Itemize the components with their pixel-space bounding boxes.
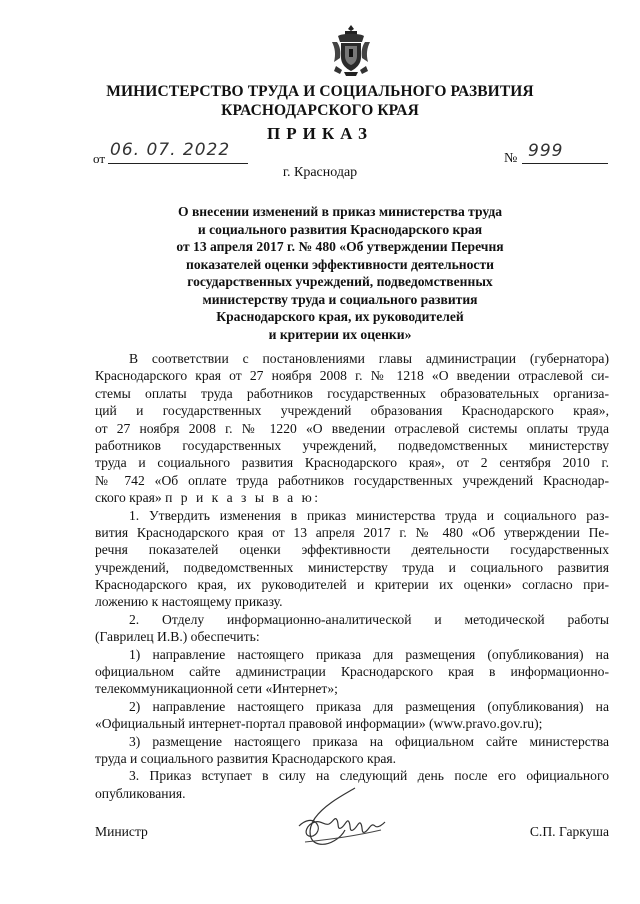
number-underline bbox=[522, 163, 608, 164]
handwritten-signature bbox=[285, 784, 395, 854]
ministry-name-line1: МИНИСТЕРСТВО ТРУДА И СОЦИАЛЬНОГО РАЗВИТИЯ bbox=[106, 83, 534, 100]
title-line: от 13 апреля 2017 г. № 480 «Об утверждении Перечня bbox=[176, 239, 504, 254]
title-line: показателей оценки эффективности деятельности bbox=[186, 256, 494, 272]
city-label: г. Краснодар bbox=[282, 165, 358, 180]
title-line: государственных учреждений, подведомственных bbox=[187, 274, 493, 289]
number-prefix: № bbox=[504, 151, 518, 166]
body-line: учреждений, подведомственных министерству труда и социального развития bbox=[95, 559, 609, 575]
body-line: 3. Приказ вступает в силу на следующий день после его официального bbox=[129, 768, 609, 784]
title-line: и социального развития Краснодарского края bbox=[197, 221, 483, 237]
body-line: Краснодарского края от 27 ноября 2008 г. № 1218 «О введении отраслевой си- bbox=[95, 368, 609, 384]
body-line: № 742 «Об оплате труда работников государственных учреждений Краснодар- bbox=[95, 472, 609, 488]
document-type-title: ПРИКАЗ bbox=[267, 124, 373, 143]
body-line: 2) направление настоящего приказа для размещения (опубликования) на bbox=[129, 698, 609, 714]
body-line: «Официальный интернет-портал правовой информации» (www.pravo.gov.ru); bbox=[95, 716, 543, 732]
document-date: 06. 07. 2022 bbox=[110, 140, 231, 160]
body-line: (Гаврилец И.В.) обеспечить: bbox=[95, 629, 260, 645]
body-line: труда и социального развития Краснодарского края. bbox=[95, 750, 397, 766]
order-word: п р и к а з ы в а ю: bbox=[165, 490, 321, 506]
body-line: ций и государственных учреждений образования Краснодарского края», bbox=[95, 403, 609, 419]
date-underline bbox=[108, 163, 248, 164]
signer-position: Министр bbox=[95, 824, 148, 839]
body-line: вития Краснодарского края от 13 апреля 2017 г. № 480 «Об утверждении Пе- bbox=[95, 524, 609, 540]
coat-of-arms-icon bbox=[328, 22, 374, 78]
body-line: В соответствии с постановлениями главы администрации (губернатора) bbox=[129, 351, 609, 366]
body-line: официальном сайте администрации Краснодарского края в информационно- bbox=[95, 664, 609, 680]
body-line: стемы оплаты труда работников государственных образовательных организа- bbox=[95, 385, 609, 401]
body-line: телекоммуникационной сети «Интернет»; bbox=[95, 681, 338, 697]
body-line: работников государственных учреждений, подведомственных министерству bbox=[95, 437, 609, 453]
body-line-with-order bbox=[95, 489, 609, 506]
document-body bbox=[95, 350, 609, 802]
document-title bbox=[150, 203, 530, 343]
body-line: 1. Утвердить изменения в приказ министерства труда и социального раз- bbox=[129, 507, 609, 523]
ministry-name-line2: КРАСНОДАРСКОГО КРАЯ bbox=[221, 102, 419, 119]
title-line: О внесении изменений в приказ министерства труда bbox=[177, 204, 503, 219]
title-line: министерству труда и социального развития bbox=[202, 291, 478, 307]
title-line: и критерии их оценки» bbox=[268, 326, 412, 342]
body-line: 3) размещение настоящего приказа на официальном сайте министерства bbox=[129, 733, 609, 749]
body-line: ложению к настоящему приказу. bbox=[95, 594, 283, 610]
body-line: ского края» bbox=[95, 490, 162, 506]
title-line: Краснодарского края, их руководителей bbox=[216, 309, 464, 324]
document-number: 999 bbox=[528, 141, 564, 161]
body-line: от 27 ноября 2008 г. № 1220 «О введении отраслевой системы оплаты труда bbox=[95, 420, 609, 436]
signer-name: С.П. Гаркуша bbox=[529, 824, 609, 839]
body-line: 2. Отделу информационно-аналитической и методической работы bbox=[129, 611, 609, 627]
body-line: 1) направление настоящего приказа для размещения (опубликования) на bbox=[129, 646, 609, 662]
date-prefix: от bbox=[93, 151, 106, 166]
body-line: речня показателей оценки эффективности деятельности государственных bbox=[95, 542, 609, 558]
body-line: Краснодарского края, их руководителей и критерии их оценки» согласно при- bbox=[95, 577, 609, 593]
body-line: труда и социального развития Краснодарского края», от 2 сентября 2010 г. bbox=[95, 455, 609, 471]
body-line: опубликования. bbox=[95, 785, 186, 801]
